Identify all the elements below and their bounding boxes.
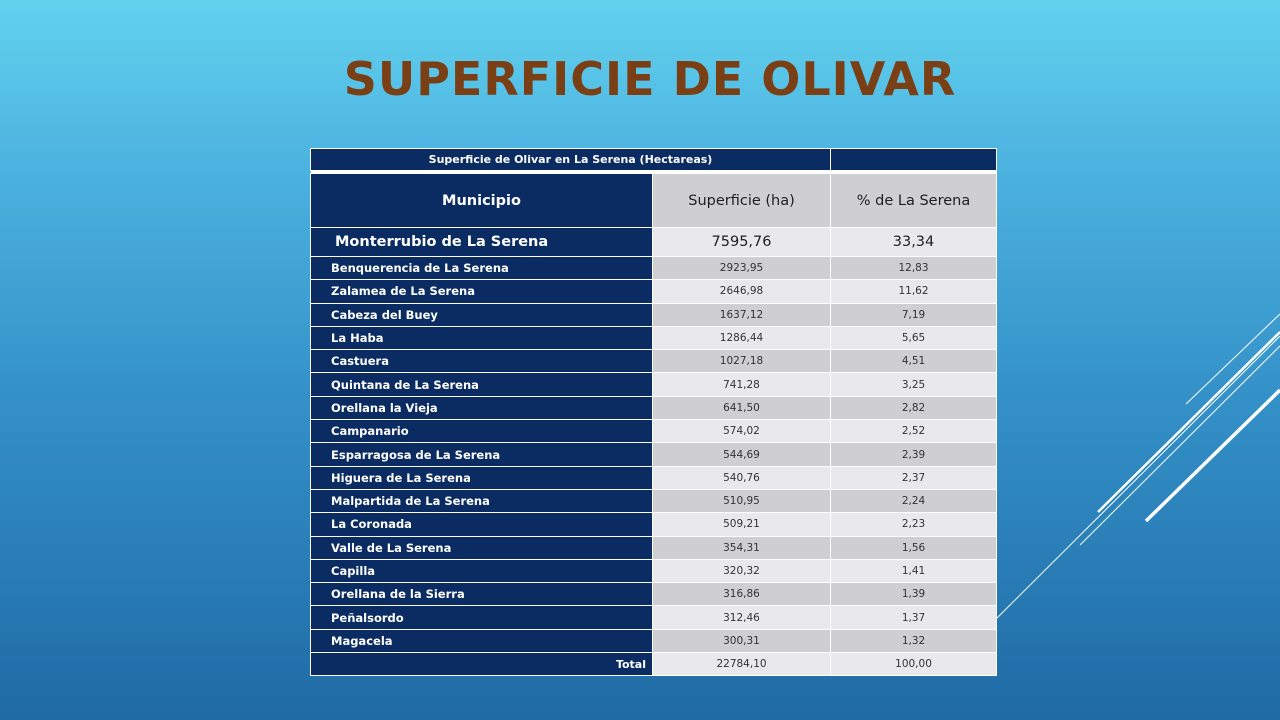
area-value: 509,21: [653, 513, 831, 536]
percent-value: 1,39: [831, 583, 997, 606]
table-caption: Superficie de Olivar en La Serena (Hectareas): [311, 149, 831, 171]
table-row: [311, 396, 997, 419]
municipio-name: Quintana de La Serena: [311, 373, 653, 396]
area-value: 540,76: [653, 466, 831, 489]
area-value: 1027,18: [653, 350, 831, 373]
percent-value: 1,56: [831, 536, 997, 559]
table-row: [311, 326, 997, 349]
percent-value: 2,37: [831, 466, 997, 489]
table-row: [311, 350, 997, 373]
table-caption-empty-cell: [831, 149, 997, 171]
municipio-name: Campanario: [311, 420, 653, 443]
percent-value: 2,24: [831, 489, 997, 512]
area-value: 1637,12: [653, 303, 831, 326]
area-value: 354,31: [653, 536, 831, 559]
municipio-name: Magacela: [311, 629, 653, 652]
percent-value: 4,51: [831, 350, 997, 373]
percent-value: 5,65: [831, 326, 997, 349]
table-row: [311, 466, 997, 489]
header-porcentaje: % de La Serena: [831, 174, 997, 228]
table-row: [311, 373, 997, 396]
table-row: [311, 536, 997, 559]
table-row-lead: [311, 228, 997, 257]
table-total-row: [311, 653, 997, 676]
area-value: 300,31: [653, 629, 831, 652]
area-value: 316,86: [653, 583, 831, 606]
percent-value: 1,32: [831, 629, 997, 652]
municipio-name: Capilla: [311, 559, 653, 582]
table-row: [311, 513, 997, 536]
table-row: [311, 606, 997, 629]
municipio-name: Esparragosa de La Serena: [311, 443, 653, 466]
table-caption-row: [311, 149, 997, 171]
olive-area-table: [310, 148, 997, 676]
municipio-name: Peñalsordo: [311, 606, 653, 629]
table-row: [311, 629, 997, 652]
municipio-name: Orellana la Vieja: [311, 396, 653, 419]
area-value: 544,69: [653, 443, 831, 466]
municipio-name: Castuera: [311, 350, 653, 373]
percent-value: 33,34: [831, 228, 997, 257]
table-row: [311, 257, 997, 280]
percent-value: 3,25: [831, 373, 997, 396]
percent-value: 2,82: [831, 396, 997, 419]
slide-title: SUPERFICIE DE OLIVAR: [343, 52, 957, 106]
area-value: 320,32: [653, 559, 831, 582]
municipio-name: Malpartida de La Serena: [311, 489, 653, 512]
header-municipio: Municipio: [311, 174, 653, 228]
percent-value: 11,62: [831, 280, 997, 303]
municipio-name: Monterrubio de La Serena: [311, 228, 653, 257]
percent-value: 2,23: [831, 513, 997, 536]
table-row: [311, 559, 997, 582]
area-value: 510,95: [653, 489, 831, 512]
municipio-name: La Coronada: [311, 513, 653, 536]
percent-value: 2,39: [831, 443, 997, 466]
municipio-name: Zalamea de La Serena: [311, 280, 653, 303]
area-value: 2923,95: [653, 257, 831, 280]
table-header-row: [311, 174, 997, 228]
area-value: 1286,44: [653, 326, 831, 349]
municipio-name: Cabeza del Buey: [311, 303, 653, 326]
municipio-name: Higuera de La Serena: [311, 466, 653, 489]
total-area-value: 22784,10: [653, 653, 831, 676]
percent-value: 1,37: [831, 606, 997, 629]
municipio-name: Benquerencia de La Serena: [311, 257, 653, 280]
area-value: 574,02: [653, 420, 831, 443]
total-percent-value: 100,00: [831, 653, 997, 676]
municipio-name: Orellana de la Sierra: [311, 583, 653, 606]
table-row: [311, 303, 997, 326]
table-row: [311, 489, 997, 512]
area-value: 7595,76: [653, 228, 831, 257]
table-row: [311, 420, 997, 443]
table-row: [311, 583, 997, 606]
percent-value: 12,83: [831, 257, 997, 280]
percent-value: 7,19: [831, 303, 997, 326]
header-superficie: Superficie (ha): [653, 174, 831, 228]
percent-value: 2,52: [831, 420, 997, 443]
municipio-name: Valle de La Serena: [311, 536, 653, 559]
area-value: 2646,98: [653, 280, 831, 303]
table-row: [311, 443, 997, 466]
municipio-name: La Haba: [311, 326, 653, 349]
area-value: 741,28: [653, 373, 831, 396]
table-row: [311, 280, 997, 303]
area-value: 312,46: [653, 606, 831, 629]
area-value: 641,50: [653, 396, 831, 419]
percent-value: 1,41: [831, 559, 997, 582]
total-label: Total: [311, 653, 653, 676]
